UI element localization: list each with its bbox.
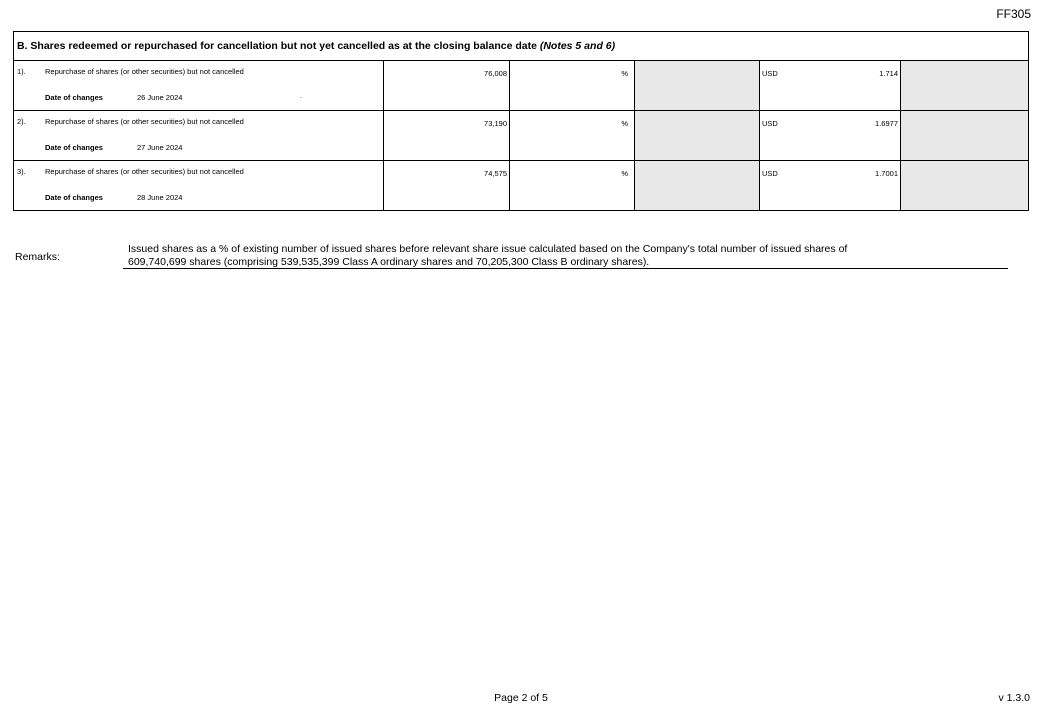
- date-label: Date of changes: [45, 193, 103, 202]
- percent-symbol: %: [621, 69, 628, 78]
- price-cell: [760, 111, 901, 161]
- date-label: Date of changes: [45, 143, 103, 152]
- shaded-cell: [901, 161, 1029, 211]
- table-row: [14, 61, 1029, 111]
- repurchase-table: [13, 31, 1029, 211]
- percent-cell: [510, 161, 635, 211]
- version-label: v 1.3.0: [998, 692, 1030, 704]
- currency: USD: [762, 169, 778, 178]
- item-description: Repurchase of shares (or other securities) but not cancelled: [45, 167, 244, 176]
- section-header: [14, 32, 1029, 61]
- price-value: 1.6977: [875, 119, 898, 128]
- description-cell: [14, 161, 384, 211]
- table-row: [14, 161, 1029, 211]
- currency: USD: [762, 69, 778, 78]
- percent-cell: [510, 111, 635, 161]
- date-label: Date of changes: [45, 93, 103, 102]
- shaded-cell: [635, 61, 760, 111]
- page-number: Page 2 of 5: [494, 692, 548, 704]
- shaded-cell: [901, 111, 1029, 161]
- shares-number: 73,190: [484, 119, 507, 128]
- shaded-cell: [901, 61, 1029, 111]
- item-description: Repurchase of shares (or other securities) but not cancelled: [45, 67, 244, 76]
- section-title-main: B. Shares redeemed or repurchased for cancellation but not yet cancelled as at the closing balance date: [17, 40, 540, 52]
- price-cell: [760, 161, 901, 211]
- remarks-line-2: 609,740,699 shares (comprising 539,535,399 Class A ordinary shares and 70,205,300 Class B ordinary shares).: [128, 255, 650, 268]
- shares-number-cell: [384, 111, 510, 161]
- currency: USD: [762, 119, 778, 128]
- remarks-text: [123, 243, 1008, 269]
- price-value: 1.7001: [875, 169, 898, 178]
- shaded-cell: [635, 161, 760, 211]
- section-title-notes: (Notes 5 and 6): [539, 40, 616, 52]
- item-number: 1).: [17, 67, 26, 76]
- percent-symbol: %: [621, 169, 628, 178]
- price-cell: [760, 61, 901, 111]
- percent-cell: [510, 61, 635, 111]
- item-number: 2).: [17, 117, 26, 126]
- description-cell: [14, 61, 384, 111]
- form-code: FF305: [996, 7, 1031, 21]
- item-number: 3).: [17, 167, 26, 176]
- stray-mark: .: [300, 93, 302, 100]
- description-cell: [14, 111, 384, 161]
- percent-symbol: %: [621, 119, 628, 128]
- section-title: [14, 32, 1029, 61]
- shares-number: 74,575: [484, 169, 507, 178]
- table-row: [14, 111, 1029, 161]
- date-value: 28 June 2024: [137, 193, 183, 202]
- item-description: Repurchase of shares (or other securities) but not cancelled: [45, 117, 244, 126]
- date-value: 26 June 2024: [137, 93, 183, 102]
- price-value: 1.714: [879, 69, 898, 78]
- shares-number-cell: [384, 61, 510, 111]
- date-value: 27 June 2024: [137, 143, 183, 152]
- remarks-label: Remarks:: [15, 251, 60, 263]
- shares-number-cell: [384, 161, 510, 211]
- shares-number: 76,008: [484, 69, 507, 78]
- remarks-line-1: Issued shares as a % of existing number of issued shares before relevant share issue calculated based on the Company's total number of issued shares of: [128, 243, 848, 255]
- shaded-cell: [635, 111, 760, 161]
